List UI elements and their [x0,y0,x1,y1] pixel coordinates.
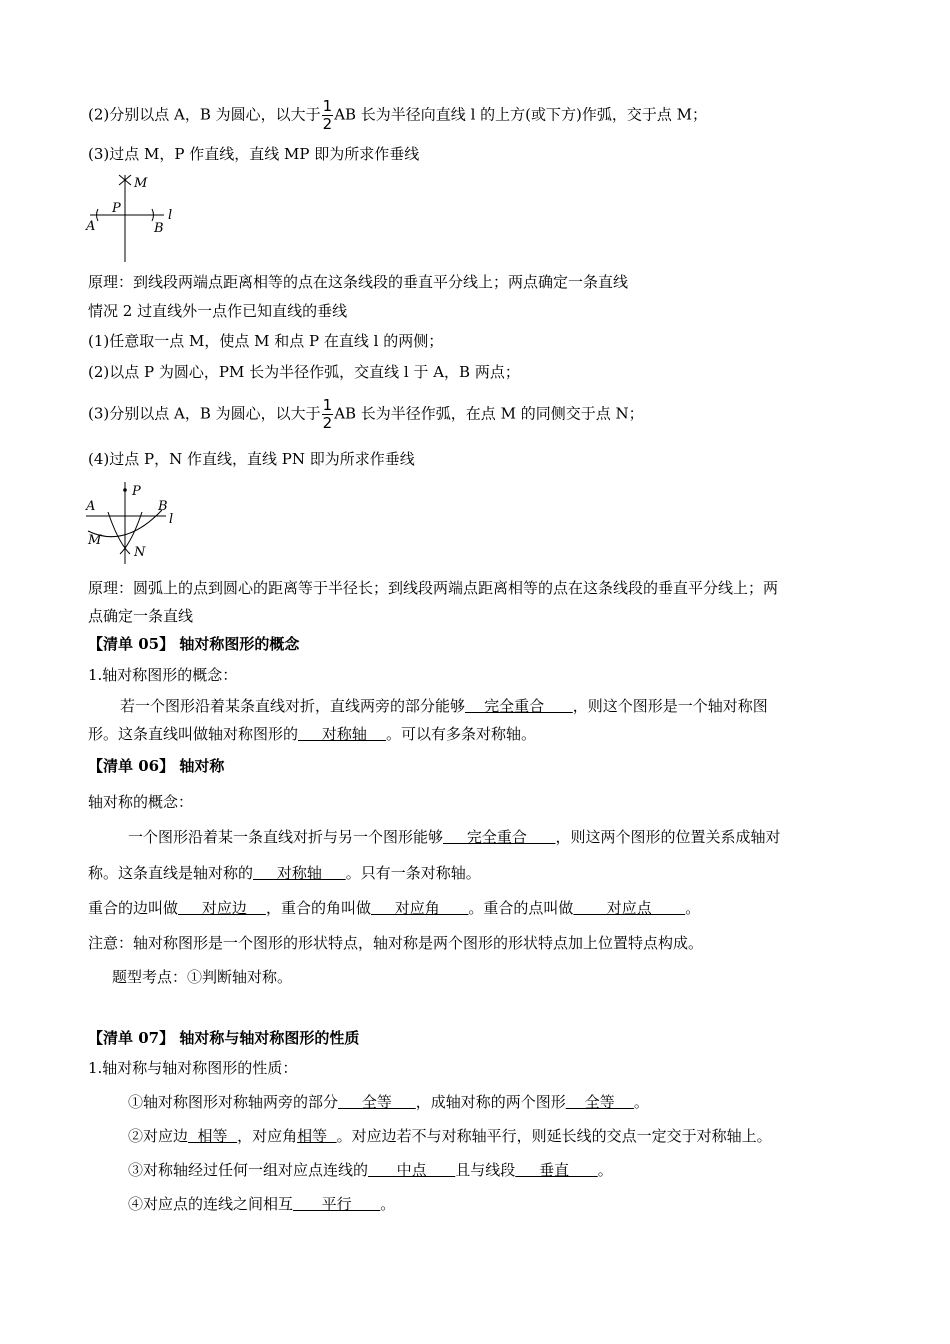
s1-step3: (3)过点 M，P 作直线，直线 MP 即为所求作垂线 [88,145,420,163]
blank-answer: 全等 [338,1093,416,1111]
list07-sub: 1.轴对称与轴对称图形的性质： [88,1059,298,1077]
list07-item2: ②对应边 相等 ，对应角相等 。对应边若不与对称轴平行，则延长线的交点一定交于对称轴上。 [128,1127,772,1145]
list06-exam: 题型考点：①判断轴对称。 [112,968,293,986]
figure-perpendicular-through-point-on-line [84,170,184,265]
label-P: P [112,201,121,216]
fraction-half: $\frac{1}{2}$ [322,396,333,432]
s2-step3-after: AB 长为半径作弧，在点 M 的同侧交于点 N； [334,404,644,423]
list06-p3: 重合的边叫做 对应边 ，重合的角叫做 对应角 。重合的点叫做 对应点 。 [88,899,701,917]
list07-item3: ③对称轴经过任何一组对应点连线的 中点 且与线段 垂直 。 [128,1161,613,1179]
list05-p2: 形。这条直线叫做轴对称图形的 对称轴 。可以有多条对称轴。 [88,725,536,743]
blank-answer: 对称轴 [298,725,386,743]
list07-heading: 【清单 07】 轴对称与轴对称图形的性质 [88,1029,360,1047]
list05-p1: 若一个图形沿着某条直线对折，直线两旁的部分能够 完全重合 ，则这个图形是一个轴对称图 [120,697,768,715]
list06-p2: 称。这条直线是轴对称的 对称轴 。只有一条对称轴。 [88,864,481,882]
label-B: B [154,221,164,236]
label-B: B [158,499,168,514]
blank-answer: 中点 [368,1161,456,1179]
blank-answer: 对应角 [370,899,469,917]
label-A: A [86,219,96,234]
list07-item1: ①轴对称图形对称轴两旁的部分 全等 ，成轴对称的两个图形 全等 。 [128,1093,649,1111]
list06-p1: 一个图形沿着某一条直线对折与另一个图形能够 完全重合 ，则这两个图形的位置关系成轴对 [128,828,781,846]
label-l: l [168,208,173,223]
s1-principle: 原理：到线段两端点距离相等的点在这条线段的垂直平分线上；两点确定一条直线 [88,273,629,291]
blank-answer: 完全重合 [465,697,573,715]
list06-sub: 轴对称的概念： [88,793,194,811]
list06-note: 注意：轴对称图形是一个图形的形状特点，轴对称是两个图形的形状特点加上位置特点构成。 [88,934,704,952]
blank-answer: 对应边 [178,899,266,917]
s2-step4: (4)过点 P，N 作直线，直线 PN 即为所求作垂线 [88,450,415,468]
s2-step2: (2)以点 P 为圆心，PM 长为半径作弧，交直线 l 于 A，B 两点； [88,363,520,381]
label-M: M [88,533,102,548]
s2-step1: (1)任意取一点 M，使点 M 和点 P 在直线 l 的两侧； [88,332,444,350]
list05-heading: 【清单 05】 轴对称图形的概念 [88,635,300,653]
blank-answer: 垂直 [515,1161,598,1179]
blank-answer: 对应点 [573,899,686,917]
s2-principle-line1: 原理：圆弧上的点到圆心的距离等于半径长；到线段两端点距离相等的点在这条线段的垂直平分线上；两 [88,579,779,597]
blank-answer: 对称轴 [253,864,346,882]
s2-principle-line2: 点确定一条直线 [88,607,194,625]
label-P: P [132,484,141,499]
label-N: N [134,545,146,560]
blank-answer: 相等 [297,1127,337,1145]
blank-answer: 完全重合 [443,828,556,846]
label-A: A [86,499,96,514]
s2-step3 [88,397,644,432]
s2-title: 情况 2 过直线外一点作已知直线的垂线 [88,302,348,320]
list07-item4: ④对应点的连线之间相互 平行 。 [128,1195,396,1213]
s1-step2-after: AB 长为半径向直线 l 的上方(或下方)作弧，交于点 M； [334,105,707,124]
list06-heading: 【清单 06】 轴对称 [88,757,225,775]
fraction-half: $\frac{1}{2}$ [322,97,333,133]
s2-step3-before: (3)分别以点 A，B 为圆心，以大于 [88,404,321,423]
list05-sub: 1.轴对称图形的概念： [88,666,238,684]
s1-step2-before: (2)分别以点 A，B 为圆心，以大于 [88,105,321,124]
figure-perpendicular-through-external-point [82,476,192,568]
blank-answer: 相等 [188,1127,238,1145]
label-l: l [169,512,174,527]
blank-answer: 平行 [293,1195,381,1213]
label-M: M [134,176,148,191]
blank-answer: 全等 [565,1093,634,1111]
s1-step2 [88,98,707,133]
